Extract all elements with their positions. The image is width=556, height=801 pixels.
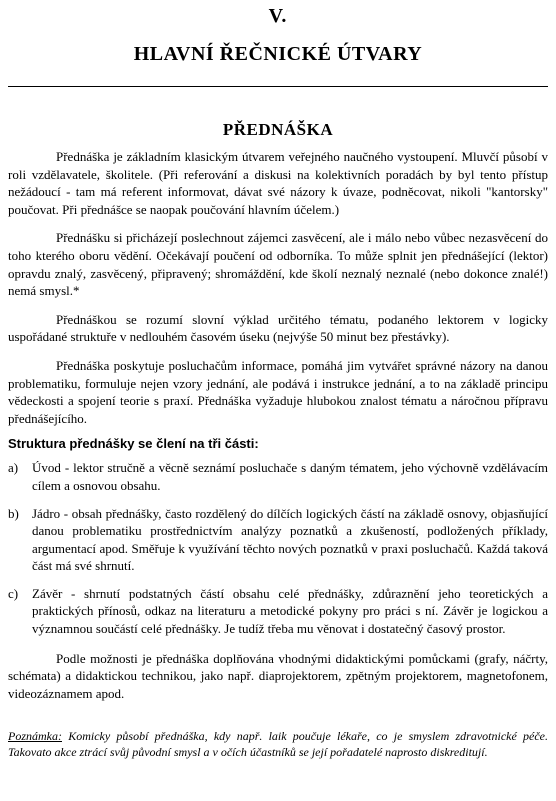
paragraph-4: Přednáška poskytuje posluchačům informace, pomáhá jim vytvářet správné názory na danou problematiku, formuluje nejen vzory jednání, ale podává i instrukce jednání, a to na základě principu vědeckosti a spojení teorie s praxí. Přednáška vyžaduje hlubokou znalost tématu a náročnou přípravu přednášejícího. [8,357,548,426]
footnote [8,728,548,760]
list-item [8,459,548,494]
list-marker: a) [8,460,19,476]
closing-paragraph: Podle možnosti je přednáška doplňována vhodnými didaktickými pomůckami (grafy, náčrty, schémata) a didaktickou technikou, jako např. diaprojektorem, zpětným projektorem, magnetofonem, videozáznamem apod. [8,650,548,701]
chapter-title: HLAVNÍ ŘEČNICKÉ ÚTVARY [133,43,423,65]
structure-list [8,459,548,637]
list-item [8,505,548,575]
footnote-text: Komicky působí přednáška, kdy např. laik poučuje lékaře, co je smyslem zdravotnické péče. Takovato akce ztrácí svůj původní smysl a v očích účastníků se její pořadatelé naprosto diskreditují. [8,729,548,760]
chapter-number: V. [268,5,288,27]
paragraph-3: Přednáškou se rozumí slovní výklad určitého tématu, podaného lektorem v logicky uspořádané struktuře v nedlouhém časovém úseku (nejvýše 50 minut bez přestávky). [8,311,548,345]
structure-heading: Struktura přednášky se člení na tři části: [8,436,259,452]
title-divider [8,86,548,87]
list-item-text: Jádro - obsah přednášky, často rozdělený do dílčích logických částí na základě osnovy, objasňující danou problematiku prostřednictvím analýzy poznatků a zkušeností, podložených příklady, argumentací apod. Směřuje k využívání těchto nových poznatků v praxi posluchačů. Každá taková část má své shrnutí. [32,505,548,574]
list-item [8,585,548,638]
footnote-label: Poznámka: [8,729,62,744]
section-title: PŘEDNÁŠKA [222,120,334,139]
list-item-text: Úvod - lektor stručně a věcně seznámí posluchače s daným tématem, jeho výchovně vzdělávacím cílem a osnovou obsahu. [32,460,548,493]
paragraph-1: Přednáška je základním klasickým útvarem veřejného naučného vystoupení. Mluvčí působí v roli vzdělavatele, školitele. (Při referování a diskusi na kolektivních poradách by byl tento přístup nežádoucí - tam má referent informovat, dávat své názory k úvaze, podněcovat, nikoli "kantorsky" poučovat. Při přednášce se naopak poučování hlavním účelem.) [8,149,548,217]
document-page [8,0,548,760]
paragraph-2: Přednášku si přicházejí poslechnout zájemci zasvěcení, ale i málo nebo vůbec nezasvěcení do toho kterého oboru vědění. Očekávají poučení od odborníka. To může splnit jen přednášející (lektor) opravdu znalý, zasvěcený, připravený; shromáždění, kde školí neznalý neznalé (nebo dokonce znalé!) nemá smysl.* [8,230,548,299]
list-item-text: Závěr - shrnutí podstatných částí obsahu celé přednášky, zdůraznění jeho teoretických a praktických přínosů, odkaz na literaturu a metodické pokyny pro práci s ní. Závěr je logickou a významnou součástí celé přednášky. Je tudíž třeba mu věnovat i dostatečný časový prostor. [32,585,548,637]
list-marker: c) [8,585,19,601]
list-marker: b) [8,505,19,521]
